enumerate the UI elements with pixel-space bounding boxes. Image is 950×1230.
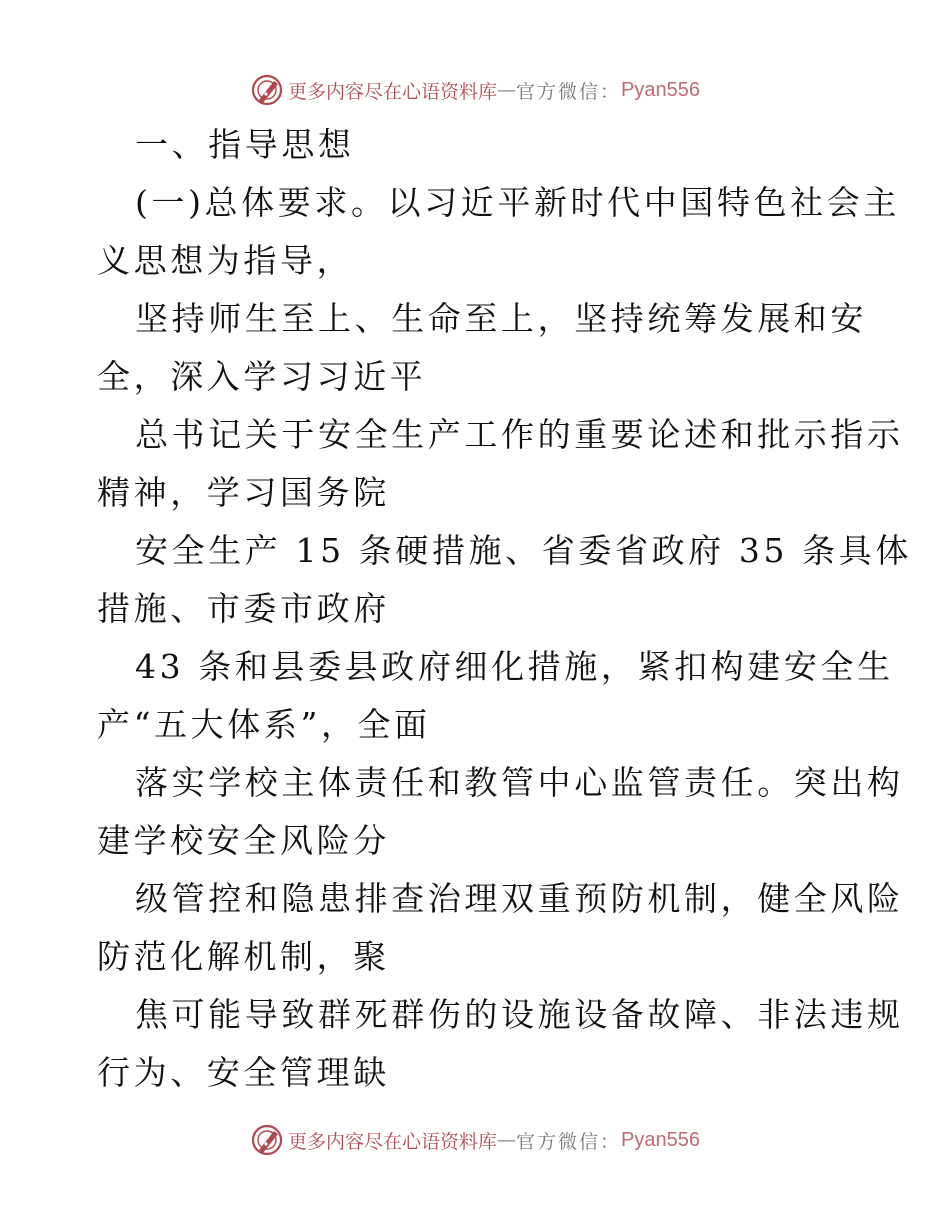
text-line: 落实学校主体责任和教管中心监管责任。突出构 — [135, 763, 904, 802]
text-line: 精神，学习国务院 — [97, 473, 390, 512]
banner-wechat-label: 官方微信： — [516, 80, 622, 103]
banner-wechat-id: Pyan556 — [621, 78, 700, 101]
text-line: 措施、市委市政府 — [97, 589, 390, 628]
banner-main-text: 更多内容尽在心语资料库 — [288, 80, 498, 103]
text-line: 焦可能导致群死群伤的设施设备故障、非法违规 — [135, 995, 904, 1034]
footer-banner — [0, 1120, 950, 1160]
text-line: 建学校安全风险分 — [97, 821, 390, 860]
text-line: 级管控和隐患排查治理双重预防机制，健全风险 — [135, 879, 904, 918]
text-line: 坚持师生至上、生命至上，坚持统筹发展和安 — [135, 299, 867, 338]
banner-separator: — — [497, 79, 517, 101]
text-line: (一)总体要求。以习近平新时代中国特色社会主 — [135, 183, 900, 222]
logo-icon — [250, 1123, 284, 1157]
text-line: 防范化解机制，聚 — [97, 937, 390, 976]
banner-wechat-id: Pyan556 — [621, 1128, 700, 1151]
text-line: 全，深入学习习近平 — [97, 357, 427, 396]
text-line: 行为、安全管理缺 — [97, 1053, 390, 1092]
document-body — [97, 116, 912, 1102]
text-line: 总书记关于安全生产工作的重要论述和批示指示 — [135, 415, 904, 454]
banner-wechat-label: 官方微信： — [516, 1130, 622, 1153]
text-line: 安全生产 15 条硬措施、省委省政府 35 条具体 — [135, 531, 912, 570]
text-line: 43 条和县委县政府细化措施，紧扣构建安全生 — [135, 647, 894, 686]
text-line: 产“五大体系”，全面 — [97, 705, 431, 744]
section-heading: 一、指导思想 — [135, 125, 355, 164]
banner-main-text: 更多内容尽在心语资料库 — [288, 1130, 498, 1153]
header-banner — [0, 70, 950, 110]
banner-separator: — — [497, 1129, 517, 1151]
logo-icon — [250, 73, 284, 107]
text-line: 义思想为指导， — [97, 241, 354, 280]
